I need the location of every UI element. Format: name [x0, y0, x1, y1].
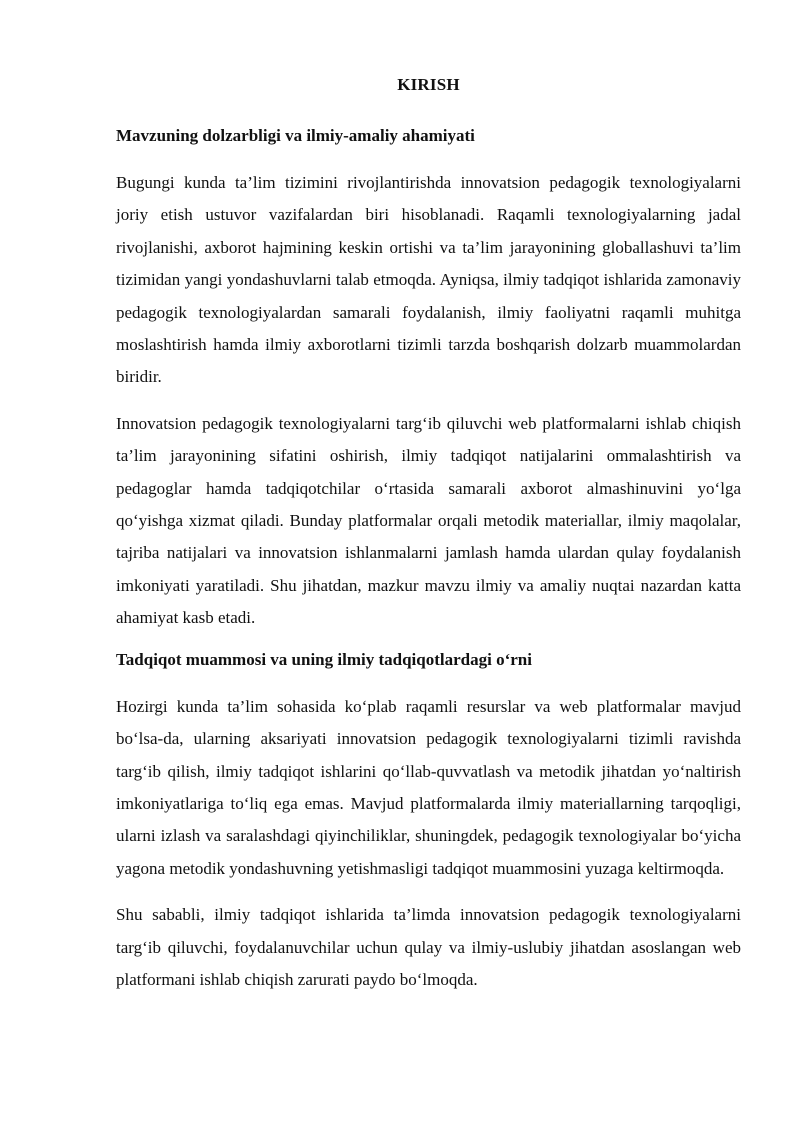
paragraph: Shu sababli, ilmiy tadqiqot ishlarida ta’limda innovatsion pedagogik texnologiyalarni targ‘ib qiluvchi, foydalanuvchilar uchun qulay va ilmiy-uslubiy jihatdan asoslangan web platformani ishlab chiqish zarurati paydo bo‘lmoqda. — [116, 905, 741, 989]
section-research-problem — [116, 649, 741, 997]
section-heading: Tadqiqot muammosi va uning ilmiy tadqiqotlardagi o‘rni — [116, 649, 532, 669]
chapter-title: KIRISH — [397, 75, 460, 94]
paragraph: Bugungi kunda ta’lim tizimini rivojlantirishda innovatsion pedagogik texnologiyalarni joriy etish ustuvor vazifalardan biri hisoblanadi. Raqamli texnologiyalarning jadal rivojlanishi, axborot hajmining keskin ortishi va ta’lim jarayonining globallashuvi ta’lim tizimidan yangi yondashuvlarni talab etmoqda. Ayniqsa, ilmiy tadqiqot ishlarida zamonaviy pedagogik texnologiyalardan samarali foydalanish, ilmiy faoliyatni raqamli muhitga moslashtirish hamda ilmiy axborotlarni tizimli tarzda boshqarish dolzarb muammolardan biridir. — [116, 173, 741, 387]
section-heading: Mavzuning dolzarbligi va ilmiy-amaliy ahamiyati — [116, 126, 475, 145]
paragraph: Innovatsion pedagogik texnologiyalarni targ‘ib qiluvchi web platformalarni ishlab chiqish ta’lim jarayonining sifatini oshirish, ilmiy tadqiqot natijalarini ommalashtirish va pedagoglar hamda tadqiqotchilar o‘rtasida samarali axborot almashinuvini yo‘lga qo‘yishga xizmat qiladi. Bunday platformalar orqali metodik materiallar, ilmiy maqolalar, tajriba natijalari va innovatsion ishlanmalarni jamlash hamda ulardan qulay foydalanish imkoniyati yaratiladi. Shu jihatdan, mazkur mavzu ilmiy va amaliy nuqtai nazardan katta ahamiyat kasb etadi. — [116, 413, 741, 628]
section-relevance — [116, 125, 741, 635]
paragraph: Hozirgi kunda ta’lim sohasida ko‘plab raqamli resurslar va web platformalar mavjud bo‘lsa-da, ularning aksariyati innovatsion pedagogik texnologiyalarni tizimli ravishda targ‘ib qilish, ilmiy tadqiqot ishlarini qo‘llab-quvvatlash va metodik jihatdan yo‘naltirish imkoniyatlariga to‘liq ega emas. Mavjud platformalarda ilmiy materiallarning tarqoqligi, ularni izlash va saralashdagi qiyinchiliklar, shuningdek, pedagogik texnologiyalar bo‘yicha yagona metodik yondashuvning yetishmasligi tadqiqot muammosini yuzaga keltirmoqda. — [116, 696, 741, 878]
document-page — [116, 74, 741, 996]
